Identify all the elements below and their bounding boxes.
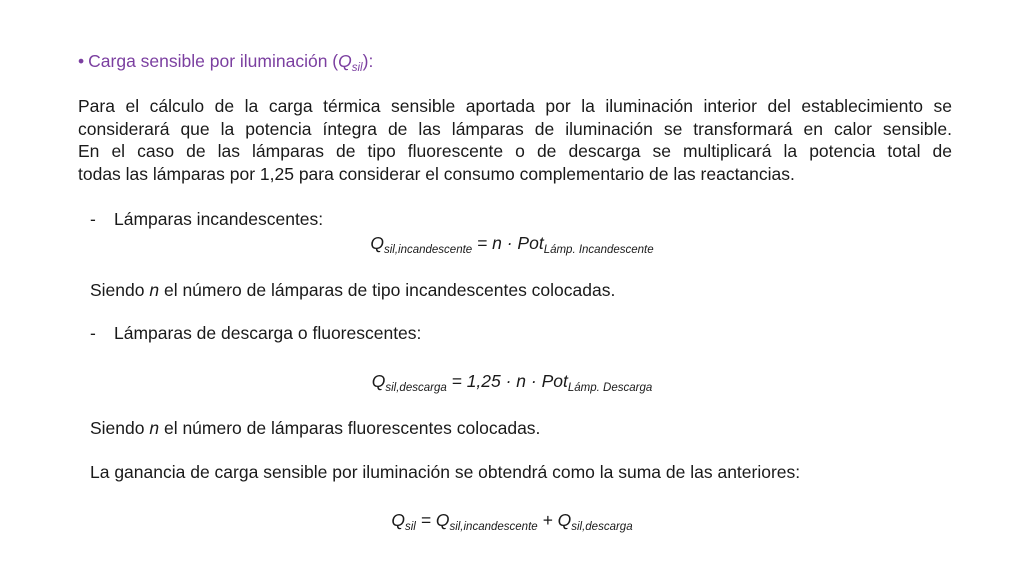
note-var: n <box>149 280 160 300</box>
formula-lhs: Q <box>371 371 386 391</box>
dash-marker: - <box>90 323 96 343</box>
formula-plus: + Q <box>537 510 572 530</box>
formula-lhs-sub: sil,descarga <box>385 382 447 394</box>
heading-symbol: Q <box>338 51 352 71</box>
section-heading <box>78 50 373 73</box>
formula-term1-sub: sil,incandescente <box>449 521 538 533</box>
discharge-formula <box>0 370 1024 393</box>
discharge-item <box>90 322 421 345</box>
intro-line: Para el cálculo de la carga térmica sensible aportada por la iluminación interior del establecimiento se <box>78 96 952 116</box>
bullet-icon: • <box>78 51 85 71</box>
incandescent-note <box>90 279 615 302</box>
intro-line: todas las lámparas por 1,25 para considerar el consumo complementario de las reactancias. <box>78 163 795 184</box>
discharge-note <box>90 417 540 440</box>
incandescent-formula <box>0 232 1024 255</box>
formula-lhs: Q <box>391 510 405 530</box>
intro-line: considerará que la potencia íntegra de las lámparas de iluminación se transformará en calor sensible. <box>78 118 952 139</box>
formula-rhs: = 1,25 · n · Pot <box>446 371 568 391</box>
dash-marker: - <box>90 209 96 229</box>
intro-paragraph <box>78 95 952 185</box>
discharge-label: Lámparas de descarga o fluorescentes: <box>114 323 422 343</box>
note-pre: Siendo <box>90 418 150 438</box>
formula-eq: = Q <box>415 510 450 530</box>
heading-text: Carga sensible por iluminación ( <box>88 51 339 71</box>
note-post: el número de lámparas fluorescentes colocadas. <box>159 418 541 438</box>
note-var: n <box>149 418 160 438</box>
note-post: el número de lámparas de tipo incandescentes colocadas. <box>159 280 616 300</box>
summary-text: La ganancia de carga sensible por iluminación se obtendrá como la suma de las anteriores: <box>90 462 801 482</box>
formula-rhs-sub: Lámp. Incandescente <box>543 244 654 256</box>
formula-lhs-sub: sil <box>405 521 416 533</box>
heading-close: ): <box>362 51 374 71</box>
incandescent-item <box>90 208 323 231</box>
formula-rhs-sub: Lámp. Descarga <box>567 382 653 394</box>
note-pre: Siendo <box>90 280 150 300</box>
formula-rhs: = n · Pot <box>472 233 544 253</box>
heading-symbol-sub: sil <box>351 62 363 74</box>
summary-formula <box>0 509 1024 532</box>
incandescent-label: Lámparas incandescentes: <box>114 209 324 229</box>
intro-line: En el caso de las lámparas de tipo fluorescente o de descarga se multiplicará la potencia total de <box>78 141 952 161</box>
formula-lhs: Q <box>370 233 384 253</box>
formula-lhs-sub: sil,incandescente <box>383 244 473 256</box>
formula-term2-sub: sil,descarga <box>571 521 633 533</box>
